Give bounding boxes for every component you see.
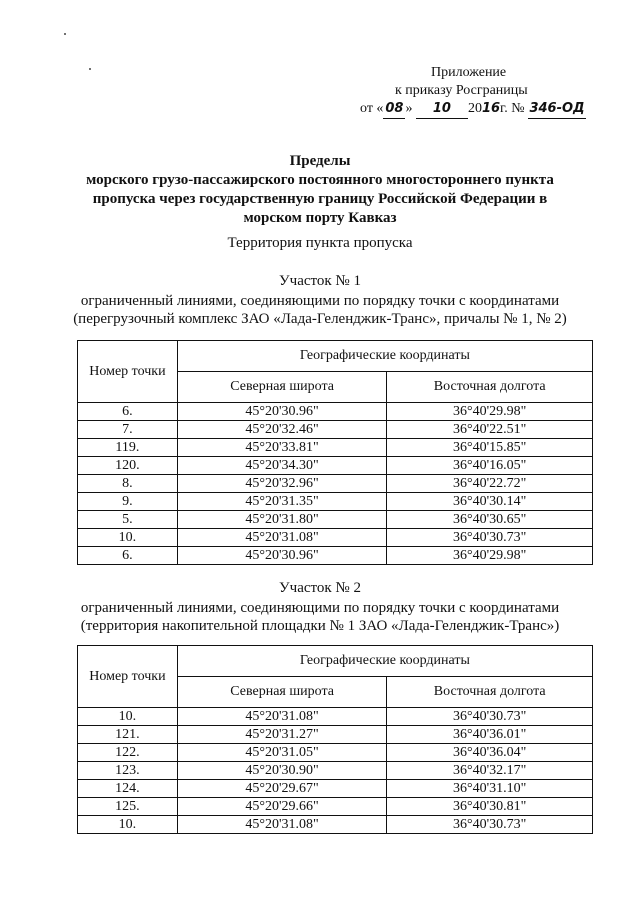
section2-description: ограниченный линиями, соединяющими по порядку точки с координатами — [80, 600, 560, 616]
point-number-cell: 8. — [78, 475, 178, 493]
section2-heading: Участок № 2 — [279, 580, 361, 596]
appendix-block — [360, 64, 585, 119]
section1-heading: Участок № 1 — [279, 273, 361, 289]
point-number-cell: 124. — [78, 780, 178, 798]
header-geo-coordinates: Географические координаты — [177, 341, 592, 372]
point-number-cell: 120. — [78, 457, 178, 475]
point-number-cell: 122. — [78, 744, 178, 762]
latitude-cell: 45°20'31.35" — [177, 493, 387, 511]
section1-coordinates-table — [77, 340, 593, 565]
table-row — [78, 421, 593, 439]
header-point-number: Номер точки — [78, 341, 178, 403]
longitude-cell: 36°40'30.65" — [387, 511, 593, 529]
point-number-cell: 6. — [78, 547, 178, 565]
longitude-cell: 36°40'30.14" — [387, 493, 593, 511]
latitude-cell: 45°20'31.80" — [177, 511, 387, 529]
header-longitude: Восточная долгота — [387, 372, 593, 403]
point-number-cell: 10. — [78, 529, 178, 547]
point-number-cell: 7. — [78, 421, 178, 439]
longitude-cell: 36°40'32.17" — [387, 762, 593, 780]
latitude-cell: 45°20'31.05" — [177, 744, 387, 762]
table-row — [78, 708, 593, 726]
point-number-cell: 10. — [78, 816, 178, 834]
table-row — [78, 780, 593, 798]
longitude-cell: 36°40'36.04" — [387, 744, 593, 762]
longitude-cell: 36°40'15.85" — [387, 439, 593, 457]
point-number-cell: 119. — [78, 439, 178, 457]
header-point-number: Номер точки — [78, 646, 178, 708]
point-number-cell: 121. — [78, 726, 178, 744]
handwritten-year: 16 — [481, 101, 501, 116]
longitude-cell: 36°40'22.72" — [387, 475, 593, 493]
point-number-cell: 10. — [78, 708, 178, 726]
longitude-cell: 36°40'30.73" — [387, 708, 593, 726]
longitude-cell: 36°40'29.98" — [387, 403, 593, 421]
latitude-cell: 45°20'31.08" — [177, 816, 387, 834]
table-row — [78, 547, 593, 565]
document-title: Пределы морского грузо-пассажирского постоянного многостороннего пункта пропуска через государственную границу Российской Федерации в морском порту Кавказ — [86, 153, 554, 226]
latitude-cell: 45°20'31.08" — [177, 529, 387, 547]
longitude-cell: 36°40'22.51" — [387, 421, 593, 439]
point-number-cell: 125. — [78, 798, 178, 816]
handwritten-day: 08 — [383, 100, 405, 119]
latitude-cell: 45°20'29.66" — [177, 798, 387, 816]
longitude-cell: 36°40'29.98" — [387, 547, 593, 565]
section1-description: ограниченный линиями, соединяющими по порядку точки с координатами — [80, 293, 560, 309]
longitude-cell: 36°40'30.81" — [387, 798, 593, 816]
scan-speck — [89, 68, 91, 70]
longitude-cell: 36°40'36.01" — [387, 726, 593, 744]
latitude-cell: 45°20'30.96" — [177, 547, 387, 565]
table-row — [78, 493, 593, 511]
table-row — [78, 439, 593, 457]
longitude-cell: 36°40'30.73" — [387, 816, 593, 834]
latitude-cell: 45°20'34.30" — [177, 457, 387, 475]
point-number-cell: 123. — [78, 762, 178, 780]
latitude-cell: 45°20'30.90" — [177, 762, 387, 780]
table-row — [78, 816, 593, 834]
section2-coordinates-table — [77, 645, 593, 834]
longitude-cell: 36°40'30.73" — [387, 529, 593, 547]
table-row — [78, 511, 593, 529]
header-latitude: Северная широта — [177, 372, 387, 403]
handwritten-month: 10 — [416, 100, 468, 119]
section1-description-note: (перегрузочный комплекс ЗАО «Лада-Геленджик-Транс», причалы № 1, № 2) — [73, 311, 567, 327]
longitude-cell: 36°40'31.10" — [387, 780, 593, 798]
latitude-cell: 45°20'32.46" — [177, 421, 387, 439]
table-row — [78, 726, 593, 744]
header-geo-coordinates: Географические координаты — [177, 646, 592, 677]
scan-speck — [64, 33, 66, 35]
latitude-cell: 45°20'32.96" — [177, 475, 387, 493]
appendix-order-ref: к приказу Росграницы — [395, 83, 528, 98]
table-row — [78, 403, 593, 421]
latitude-cell: 45°20'30.96" — [177, 403, 387, 421]
table-row — [78, 529, 593, 547]
header-longitude: Восточная долгота — [387, 677, 593, 708]
point-number-cell: 6. — [78, 403, 178, 421]
point-number-cell: 5. — [78, 511, 178, 529]
table-row — [78, 457, 593, 475]
longitude-cell: 36°40'16.05" — [387, 457, 593, 475]
latitude-cell: 45°20'33.81" — [177, 439, 387, 457]
latitude-cell: 45°20'31.27" — [177, 726, 387, 744]
table-row — [78, 762, 593, 780]
latitude-cell: 45°20'31.08" — [177, 708, 387, 726]
appendix-title: Приложение — [431, 65, 507, 80]
header-latitude: Северная широта — [177, 677, 387, 708]
latitude-cell: 45°20'29.67" — [177, 780, 387, 798]
appendix-date-line: от « 08 » 10 2016г. № 346-ОД — [360, 100, 560, 119]
section2-description-note: (территория накопительной площадки № 1 ЗАО «Лада-Геленджик-Транс») — [80, 618, 560, 634]
handwritten-order-number: 346-ОД — [528, 100, 586, 119]
table-row — [78, 475, 593, 493]
point-number-cell: 9. — [78, 493, 178, 511]
table-row — [78, 744, 593, 762]
territory-heading: Территория пункта пропуска — [227, 235, 413, 251]
table-row — [78, 798, 593, 816]
